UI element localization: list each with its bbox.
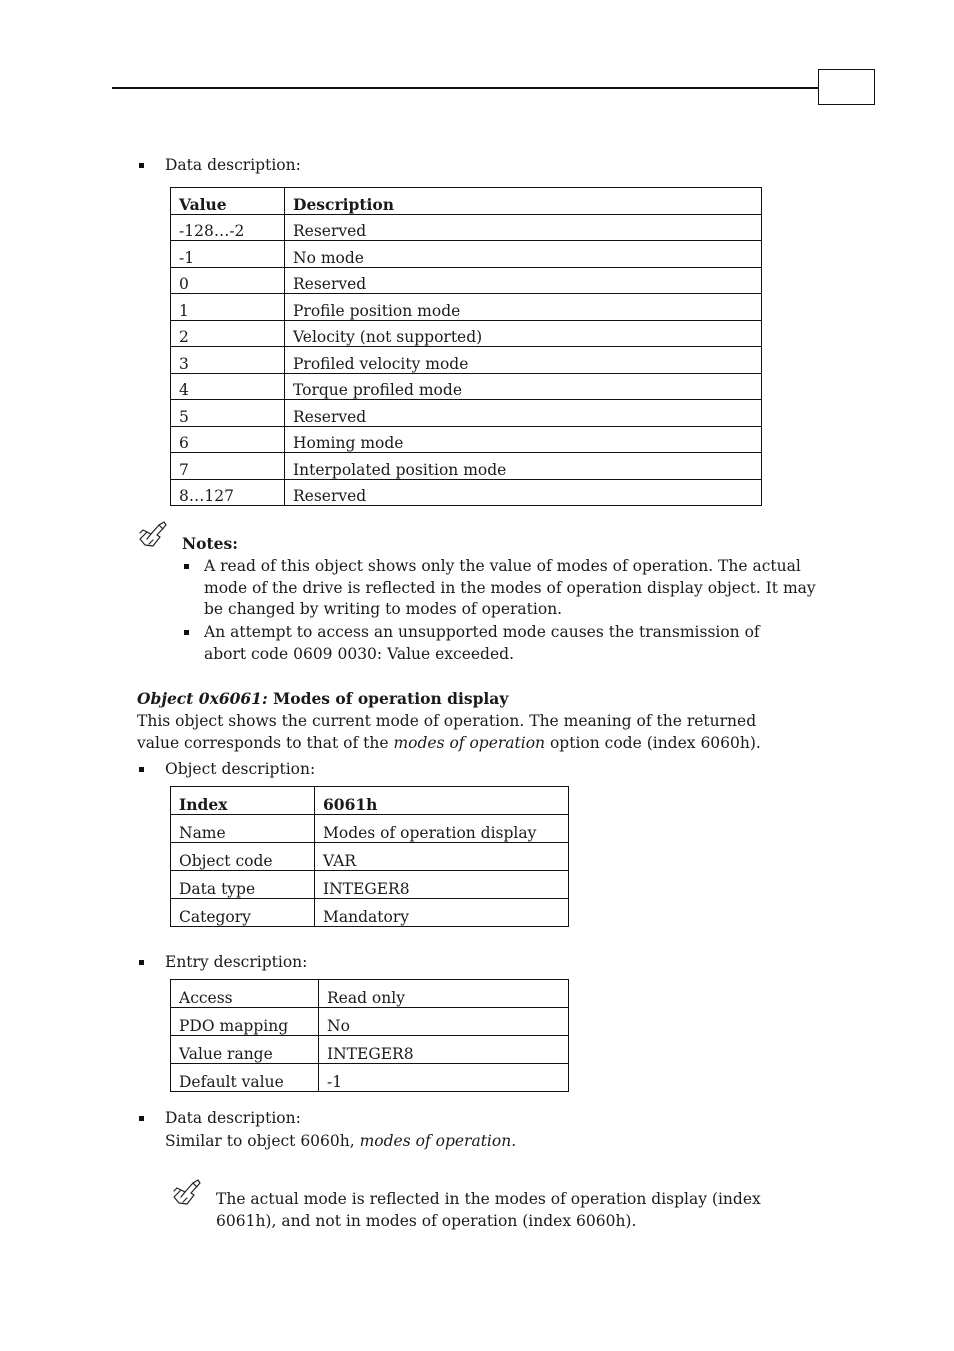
note-item-2: An attempt to access an unsupported mode causes the transmission of abort code 0609 0030: Value exceeded. — [204, 623, 760, 663]
table-cell: 0 — [171, 267, 285, 294]
table-cell: Value range — [171, 1036, 319, 1064]
object-heading — [137, 688, 508, 709]
table-row — [171, 1036, 569, 1064]
table-cell: 4 — [171, 373, 285, 400]
table-cell: 3 — [171, 347, 285, 374]
table-cell: 5 — [171, 400, 285, 427]
bullet — [139, 163, 144, 168]
entry-description-label: Entry description: — [165, 953, 308, 971]
table-row — [171, 347, 762, 374]
note-hand-icon — [137, 519, 169, 549]
table-cell: Reserved — [285, 214, 762, 241]
object-intro-part1: This object shows the current mode of operation. The meaning of the returned value corresponds to that of the — [137, 712, 757, 752]
table-cell: -1 — [319, 1064, 569, 1092]
table-cell: No mode — [285, 241, 762, 268]
note-item-1: A read of this object shows only the value of modes of operation. The actual mode of the drive is reflected in the modes of operation display object. It may be changed by writing to modes of operation. — [204, 557, 816, 618]
table-cell: Access — [171, 980, 319, 1008]
data-description-2-label: Data description: — [165, 1109, 301, 1127]
header-rule — [112, 87, 819, 89]
object-description-label: Object description: — [165, 760, 316, 778]
table-row — [171, 294, 762, 321]
table-cell: Reserved — [285, 400, 762, 427]
table-header-row — [171, 188, 762, 215]
table-cell: Value — [171, 188, 285, 215]
table-cell: 6061h — [315, 787, 569, 815]
bullet — [139, 1116, 144, 1121]
table-cell: 1 — [171, 294, 285, 321]
table-row — [171, 843, 569, 871]
table-cell: Reserved — [285, 479, 762, 506]
table-row — [171, 214, 762, 241]
table-cell: 8…127 — [171, 479, 285, 506]
note-hand-icon — [171, 1177, 203, 1207]
table-cell: 6 — [171, 426, 285, 453]
table-row — [171, 815, 569, 843]
entry-table — [170, 979, 569, 1092]
table-cell: 7 — [171, 453, 285, 480]
final-note: The actual mode is reflected in the modes of operation display (index 6061h), and not in modes of operation (index 6060h). — [216, 1190, 761, 1230]
table-row — [171, 373, 762, 400]
bullet — [139, 960, 144, 965]
table-header-row — [171, 787, 569, 815]
table-cell: Profile position mode — [285, 294, 762, 321]
table-row — [171, 241, 762, 268]
table-cell: Torque profiled mode — [285, 373, 762, 400]
table-row — [171, 320, 762, 347]
table-row — [171, 453, 762, 480]
modes-table — [170, 187, 762, 506]
object-intro-emphasis: modes of operation — [393, 733, 546, 752]
table-row — [171, 899, 569, 927]
table-cell: Homing mode — [285, 426, 762, 453]
bullet — [184, 564, 189, 569]
table-row — [171, 1008, 569, 1036]
table-row — [171, 871, 569, 899]
table-cell: INTEGER8 — [315, 871, 569, 899]
table-cell: Reserved — [285, 267, 762, 294]
table-cell: Default value — [171, 1064, 319, 1092]
table-cell: Interpolated position mode — [285, 453, 762, 480]
table-cell: Index — [171, 787, 315, 815]
table-row — [171, 267, 762, 294]
page-number-box — [818, 69, 875, 105]
bullet — [139, 767, 144, 772]
table-cell: No — [319, 1008, 569, 1036]
table-row — [171, 426, 762, 453]
table-cell: Velocity (not supported) — [285, 320, 762, 347]
table-cell: Description — [285, 188, 762, 215]
notes-title: Notes: — [182, 534, 238, 553]
table-cell: VAR — [315, 843, 569, 871]
table-cell: Mandatory — [315, 899, 569, 927]
table-row — [171, 400, 762, 427]
table-row — [171, 1064, 569, 1092]
table-cell: Category — [171, 899, 315, 927]
table-cell: INTEGER8 — [319, 1036, 569, 1064]
table-cell: Name — [171, 815, 315, 843]
table-row — [171, 980, 569, 1008]
data-description-2-emphasis: modes of operation. — [359, 1132, 517, 1150]
table-cell: 2 — [171, 320, 285, 347]
table-cell: Read only — [319, 980, 569, 1008]
object-intro-part2: option code (index 6060h). — [545, 733, 761, 752]
table-cell: PDO mapping — [171, 1008, 319, 1036]
data-description-label: Data description: — [165, 156, 301, 174]
data-description-2-body: Similar to object 6060h, — [165, 1132, 360, 1150]
object-intro — [137, 711, 797, 754]
table-cell: Modes of operation display — [315, 815, 569, 843]
object-heading-prefix: Object 0x6061: — [137, 689, 268, 708]
object-table — [170, 786, 569, 927]
table-cell: Object code — [171, 843, 315, 871]
data-description-2-text — [165, 1131, 516, 1152]
table-cell: Data type — [171, 871, 315, 899]
table-cell: -1 — [171, 241, 285, 268]
table-row — [171, 479, 762, 506]
table-cell: Profiled velocity mode — [285, 347, 762, 374]
object-heading-title: Modes of operation display — [273, 689, 509, 708]
bullet — [184, 630, 189, 635]
table-cell: -128…-2 — [171, 214, 285, 241]
